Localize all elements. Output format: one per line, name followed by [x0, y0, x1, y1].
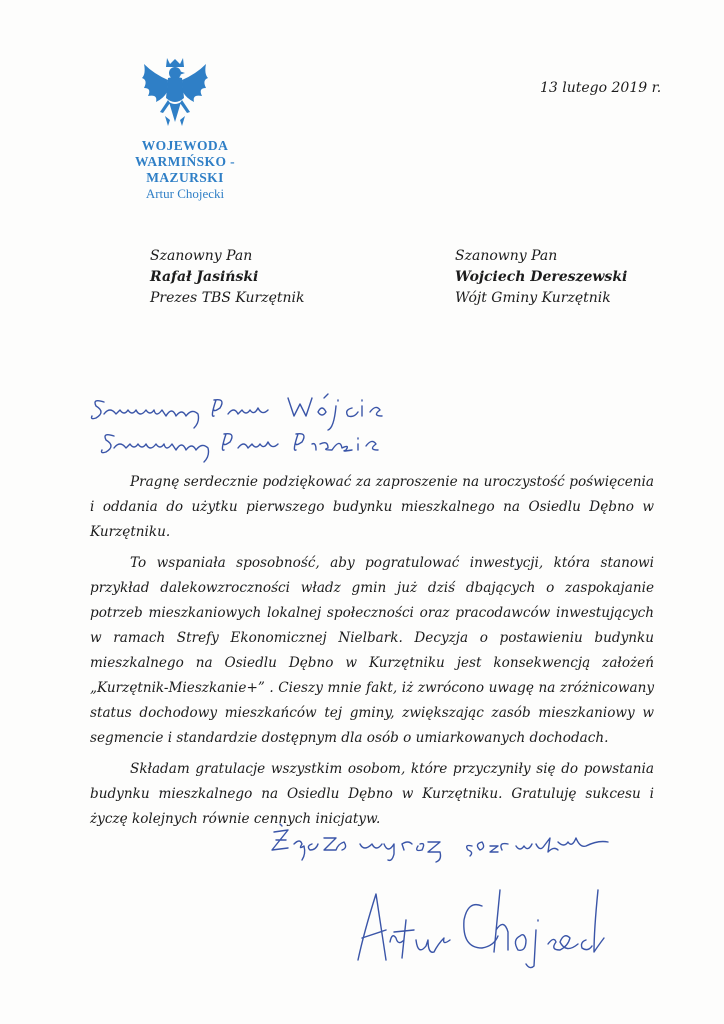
body-paragraph: To wspaniała sposobność, aby pogratulować inwestycji, która stanowi przykład dalekowzroczności władz gmin już dziś dbających o zaspokajanie potrzeb mieszkaniowych lokalnej społeczności oraz pracodawców inwestujących w ramach Strefy Ekonomicznej Nielbark. Decyzja o postawieniu budynku mieszkalnego na Osiedlu Dębno w Kurzętniku jest konsekwencją założeń „Kurzętnik-Mieszkanie+” . Cieszy mnie fakt, iż zwrócono uwagę na zróżnicowany status dochodowy mieszkańców tej gminy, zwiększając zasób mieszkaniowy w segmencie i standardzie dostępnym dla osób o umiarkowanych dochodach. — [90, 555, 654, 746]
recipient-block-right — [455, 246, 627, 309]
eagle-emblem-icon — [140, 56, 210, 138]
recipient-title: Wójt Gminy Kurzętnik — [455, 290, 611, 306]
handwritten-signature — [268, 820, 628, 970]
body-paragraph: Pragnę serdecznie podziękować za zaproszenie na uroczystość poświęcenia i oddania do użytku pierwszego budynku mieszkalnego na Osiedlu Dębno w Kurzętniku. — [90, 474, 654, 540]
body-paragraph: Składam gratulacje wszystkim osobom, które przyczyniły się do powstania budynku mieszkalnego na Osiedlu Dębno w Kurzętniku. Gratuluję sukcesu i życzę kolejnych równie cennych inicjatyw. — [90, 761, 654, 827]
recipient-greeting: Szanowny Pan — [150, 248, 253, 264]
office-holder-name: Artur Chojecki — [145, 186, 225, 201]
office-region: WARMIŃSKO - MAZURSKI — [134, 154, 236, 185]
office-title: WOJEWODA — [141, 138, 229, 153]
recipient-name: Wojciech Dereszewski — [455, 269, 628, 285]
recipient-title: Prezes TBS Kurzętnik — [150, 290, 305, 306]
letter-date: 13 lutego 2019 r. — [540, 80, 662, 96]
letter-body — [90, 470, 654, 838]
handwritten-salutation — [90, 388, 450, 468]
recipient-name: Rafał Jasiński — [150, 269, 259, 285]
recipient-block-left — [150, 246, 305, 309]
office-header — [100, 138, 270, 202]
recipient-greeting: Szanowny Pan — [455, 248, 558, 264]
